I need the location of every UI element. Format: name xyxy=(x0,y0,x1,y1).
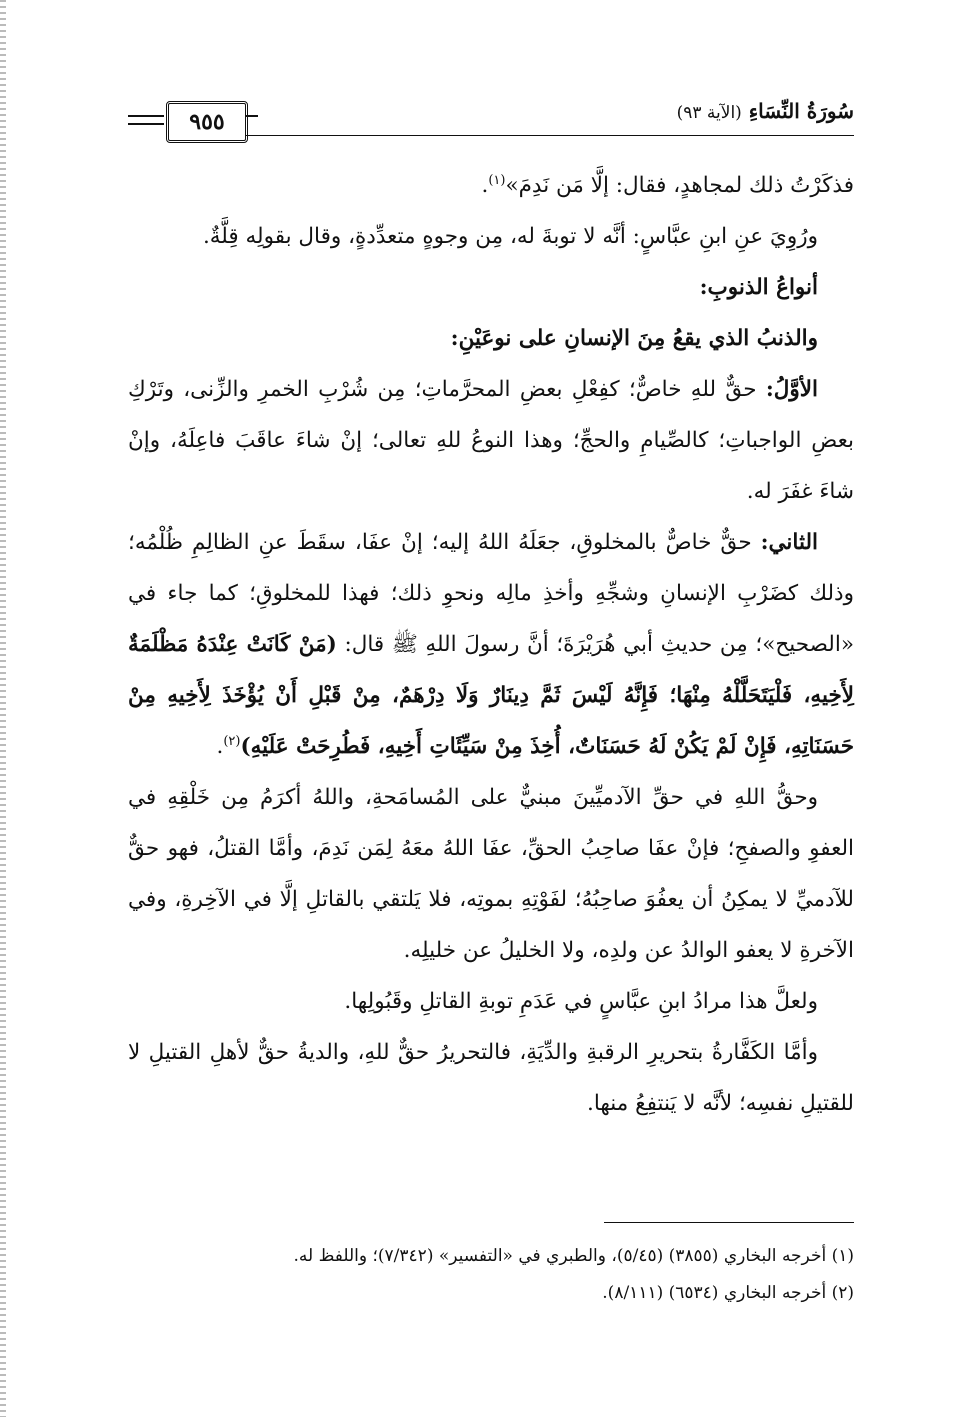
header-rule-left xyxy=(128,115,164,117)
hadith-quote: (مَنْ كَانَتْ عِنْدَهُ مَظْلَمَةٌ لِأَخِيهِ، فَلْيَتَحَلَّلْهُ مِنْهَا؛ فَإِنَّهُ لَيْسَ ثَمَّ دِينَارٌ وَلَا دِرْهَمٌ، مِنْ قَبْلِ أَنْ يُؤْخَذَ لِأَخِيهِ مِنْ حَسَنَاتِهِ، فَإِنْ لَمْ يَكُنْ لَهُ حَسَنَاتٌ، أُخِذَ مِنْ سَيِّئَاتِ أَخِيهِ، فَطُرِحَتْ عَلَيْهِ) xyxy=(128,632,854,759)
footnote-2: (٢) أخرجه البخاري (٦٥٣٤) (٨/١١١). xyxy=(602,1283,854,1303)
page-number: ٩٥٥ xyxy=(166,101,248,143)
surah-title: سُورَةُ النِّسَاءِ xyxy=(748,99,854,123)
paragraph-first-kind xyxy=(128,364,854,517)
second-kind-label: الثاني: xyxy=(760,530,818,555)
verse-reference: (الآية ٩٣) xyxy=(676,103,742,123)
paragraph-7: وأمَّا الكَفَّارةُ بتحريرِ الرقبةِ والدِّيَةِ، فالتحريرُ حقٌّ للهِ، والديةُ حقٌّ لأهلِ القتيلِ لا للقتيلِ نفسِه؛ لأنَّه لا يَنتفِعُ منها. xyxy=(128,1040,854,1116)
footnote-1: (١) أخرجه البخاري (٣٨٥٥) (٥/٤٥)، والطبري في «التفسير» (٧/٣٤٢)؛ واللفظ له. xyxy=(293,1246,854,1266)
paragraph-1 xyxy=(128,160,854,211)
paragraph-second-kind xyxy=(128,517,854,772)
header-rule-middle xyxy=(246,115,258,117)
first-kind-text: حقٌّ للهِ خاصٌّ؛ كفِعْلِ بعضِ المحرَّماتِ؛ مِن شُرْبِ الخمرِ والزِّنى، وتَرْكِ بعضِ الواجباتِ؛ كالصِّيامِ والحجِّ؛ وهذا النوعُ للهِ تعالى؛ إنْ شاءَ عاقَبَ فاعِلَهُ، وإنْ شاءَ غفَرَ له. xyxy=(128,377,854,504)
second-kind-end: . xyxy=(216,734,224,759)
first-kind-label: الأوَّلُ: xyxy=(765,377,818,402)
paragraph-2: ورُوِيَ عنِ ابنِ عبَّاسٍ: أنَّه لا توبةَ له، مِن وجوهٍ متعدِّدةٍ، وقال بقولِه قِلَّةٌ. xyxy=(202,224,818,249)
footnote-ref-2: (٢) xyxy=(223,733,241,749)
footnote-separator xyxy=(604,1222,854,1223)
running-title xyxy=(677,99,854,123)
paragraph-6: ولعلَّ هذا مرادُ ابنِ عبَّاسٍ في عَدَمِ توبةِ القاتلِ وقَبُولِها. xyxy=(344,989,818,1014)
page-body xyxy=(128,160,854,1129)
header-rule-left-lower xyxy=(128,123,164,125)
paragraph-1-end: . xyxy=(481,173,489,198)
paragraph-1-text: فذكَرْتُ ذلك لمجاهدٍ، فقال: إلَّا مَن نَدِمَ» xyxy=(505,173,854,198)
heading-sin-types: أنواعُ الذنوبِ: xyxy=(699,275,818,300)
paragraph-5: وحقُّ اللهِ في حقِّ الآدميِّينَ مبنيٌّ على المُسامَحةِ، واللهُ أكرَمُ مِن خَلْقِهِ في العفوِ والصفحِ؛ فإنْ عفَا صاحِبُ الحقِّ، عفَا اللهُ معَهُ لِمَن نَدِمَ، وأمَّا القتلُ، فهو حقٌّ للآدميِّ لا يمكِنُ أن يعفُوَ صاحِبُهُ؛ لفَوْتِهِ بموتِه، فلا يَلتقي بالقاتلِ إلَّا في الآخِرةِ، وفي الآخرةِ لا يعفو الوالدُ عن ولدِه، ولا الخليلُ عن خليلِه. xyxy=(128,785,854,963)
heading-two-kinds: والذنبُ الذي يقعُ مِنَ الإنسانِ على نوعَيْنِ: xyxy=(450,326,818,351)
page-header xyxy=(128,95,854,145)
scan-edge xyxy=(0,0,6,1417)
footnotes xyxy=(128,1238,854,1312)
footnote-ref-1: (١) xyxy=(488,172,506,188)
header-rule xyxy=(246,135,854,136)
second-kind-text: حقٌّ خاصٌّ بالمخلوقِ، جعَلَهُ اللهُ إليه؛ إنْ عفَا، سقَطَ عنِ الظالِمِ ظُلْمُه؛ وذلك كضَرْبِ الإنسانِ وشجِّهِ وأخذِ مالِه ونحوِ ذلك؛ فهذا للمخلوقِ؛ كما جاء في «الصحيح»؛ مِن حديثِ أبي هُرَيْرَةَ؛ أنَّ رسولَ اللهِ ﷺ قال: xyxy=(128,530,854,657)
